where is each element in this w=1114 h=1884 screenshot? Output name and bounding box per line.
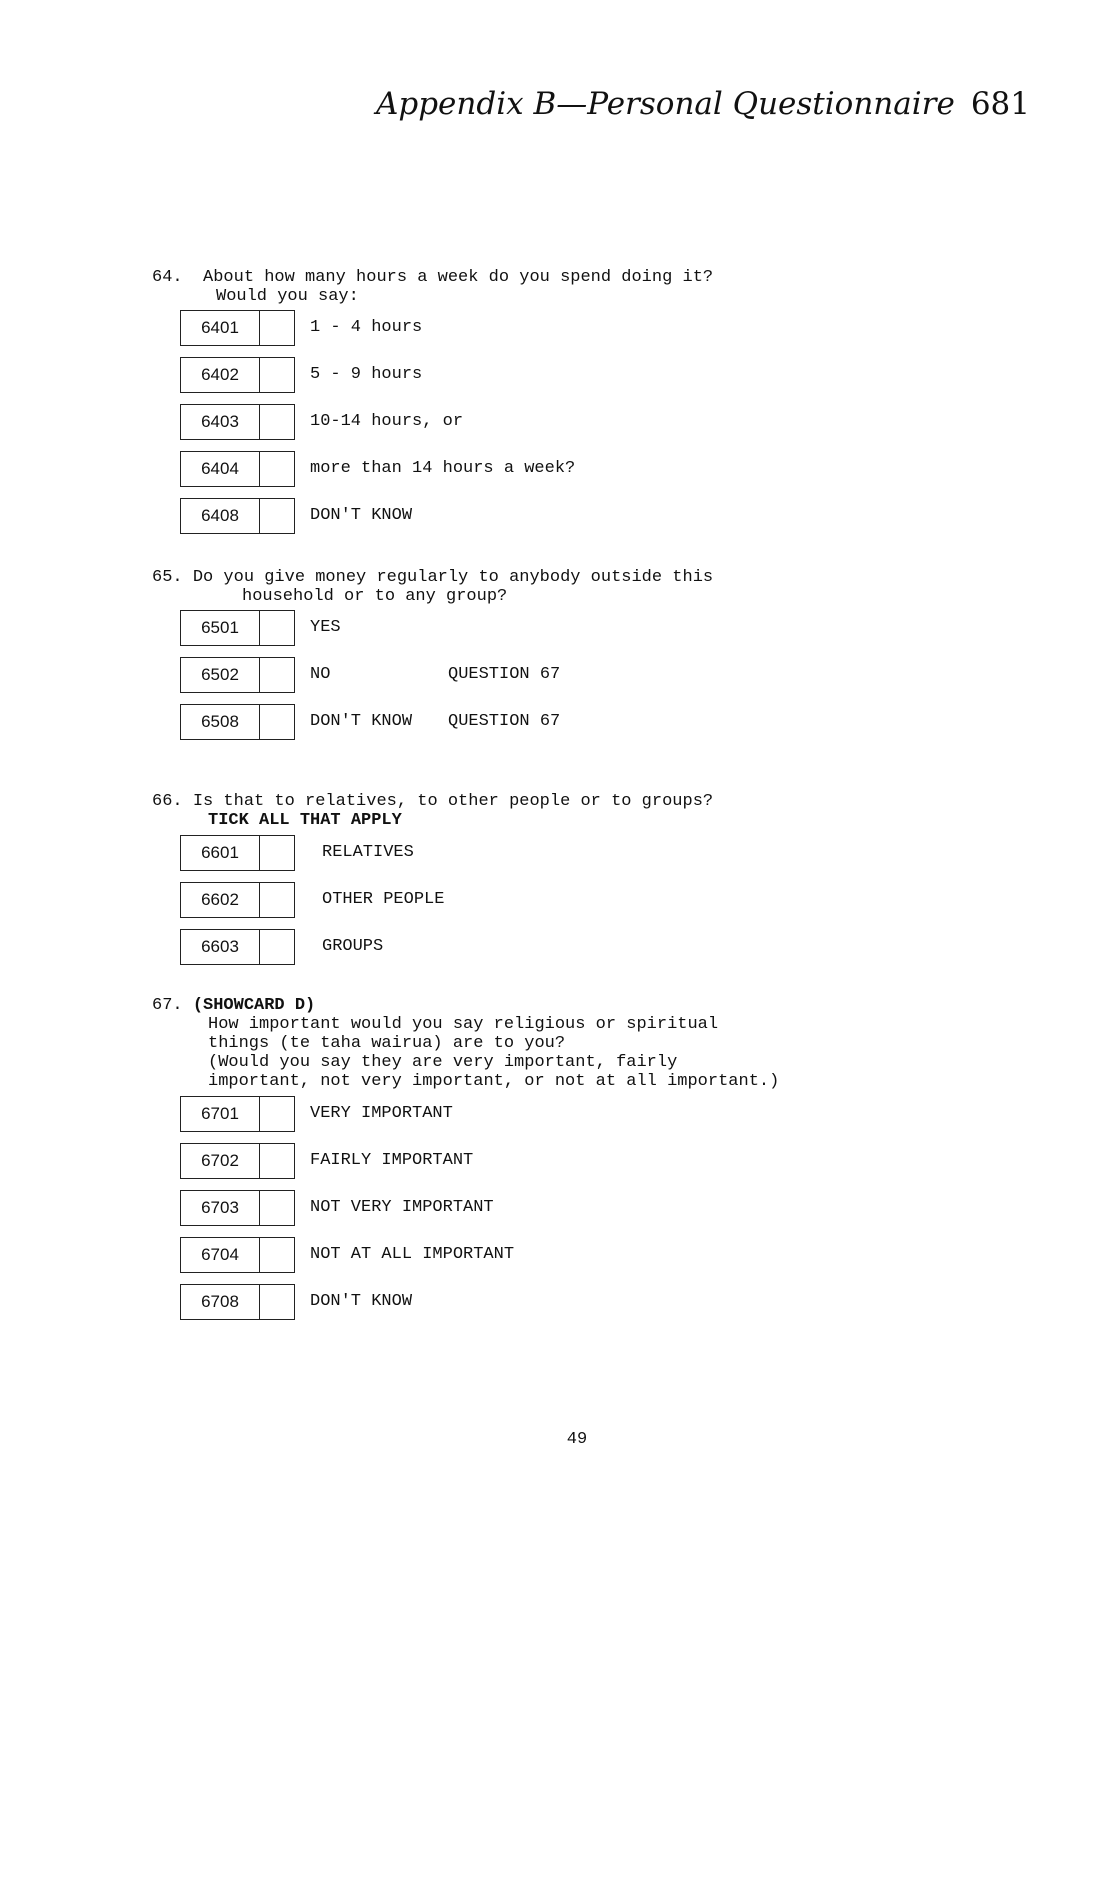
option-label: 5 - 9 hours	[310, 365, 423, 384]
code-box: 6603	[180, 929, 260, 965]
skip-instruction: QUESTION 67	[448, 665, 561, 684]
code-box: 6408	[180, 498, 260, 534]
question-text-line: How important would you say religious or spiritual	[208, 1015, 719, 1034]
question-text-line: household or to any group?	[242, 587, 508, 606]
code-box: 6501	[180, 610, 260, 646]
code-box: 6702	[180, 1143, 260, 1179]
question-67	[152, 996, 315, 1015]
code-box: 6708	[180, 1284, 260, 1320]
question-text-line: (Would you say they are very important, fairly	[208, 1053, 678, 1072]
showcard-label: (SHOWCARD D)	[192, 996, 316, 1015]
option-label: 1 - 4 hours	[310, 318, 423, 337]
tick-box[interactable]	[260, 357, 295, 393]
question-number: 65.	[152, 568, 183, 587]
tick-box[interactable]	[260, 1284, 295, 1320]
code-box: 6703	[180, 1190, 260, 1226]
option-label: NO	[310, 665, 331, 684]
book-page-number: 681	[970, 86, 1030, 122]
tick-box[interactable]	[260, 498, 295, 534]
code-box: 6602	[180, 882, 260, 918]
tick-box[interactable]	[260, 310, 295, 346]
option-label: DON'T KNOW	[310, 712, 413, 731]
tick-box[interactable]	[260, 929, 295, 965]
tick-box[interactable]	[260, 657, 295, 693]
code-box: 6701	[180, 1096, 260, 1132]
option-label: OTHER PEOPLE	[322, 890, 445, 909]
skip-instruction: QUESTION 67	[448, 712, 561, 731]
code-box: 6401	[180, 310, 260, 346]
interviewer-instruction: TICK ALL THAT APPLY	[208, 811, 402, 830]
code-box: 6704	[180, 1237, 260, 1273]
tick-box[interactable]	[260, 882, 295, 918]
question-text-line: things (te taha wairua) are to you?	[208, 1034, 566, 1053]
option-label: DON'T KNOW	[310, 506, 413, 525]
option-label: FAIRLY IMPORTANT	[310, 1151, 474, 1170]
tick-box[interactable]	[260, 835, 295, 871]
option-label: YES	[310, 618, 341, 637]
code-box: 6403	[180, 404, 260, 440]
option-label: 10-14 hours, or	[310, 412, 464, 431]
question-65	[152, 568, 713, 587]
tick-box[interactable]	[260, 1237, 295, 1273]
code-box: 6508	[180, 704, 260, 740]
question-number: 64.	[152, 268, 183, 287]
tick-box[interactable]	[260, 451, 295, 487]
question-64	[152, 268, 713, 287]
tick-box[interactable]	[260, 404, 295, 440]
question-text-line: Do you give money regularly to anybody outside this	[192, 568, 714, 587]
code-box: 6402	[180, 357, 260, 393]
tick-box[interactable]	[260, 610, 295, 646]
question-text-line: About how many hours a week do you spend doing it?	[203, 268, 714, 287]
option-label: GROUPS	[322, 937, 384, 956]
option-label: RELATIVES	[322, 843, 414, 862]
tick-box[interactable]	[260, 704, 295, 740]
option-label: more than 14 hours a week?	[310, 459, 576, 478]
tick-box[interactable]	[260, 1096, 295, 1132]
running-head-title: Appendix B—Personal Questionnaire	[375, 86, 955, 122]
question-text-line: important, not very important, or not at all important.)	[208, 1072, 780, 1091]
question-text-line: Is that to relatives, to other people or to groups?	[192, 792, 714, 811]
question-number: 66.	[152, 792, 183, 811]
question-number: 67.	[152, 996, 183, 1015]
option-label: NOT AT ALL IMPORTANT	[310, 1245, 515, 1264]
option-label: DON'T KNOW	[310, 1292, 413, 1311]
option-label: VERY IMPORTANT	[310, 1104, 453, 1123]
tick-box[interactable]	[260, 1143, 295, 1179]
option-label: NOT VERY IMPORTANT	[310, 1198, 494, 1217]
question-66	[152, 792, 713, 811]
code-box: 6404	[180, 451, 260, 487]
question-text-line: Would you say:	[216, 287, 359, 306]
tick-box[interactable]	[260, 1190, 295, 1226]
code-box: 6502	[180, 657, 260, 693]
code-box: 6601	[180, 835, 260, 871]
page-number: 49	[566, 1430, 588, 1449]
